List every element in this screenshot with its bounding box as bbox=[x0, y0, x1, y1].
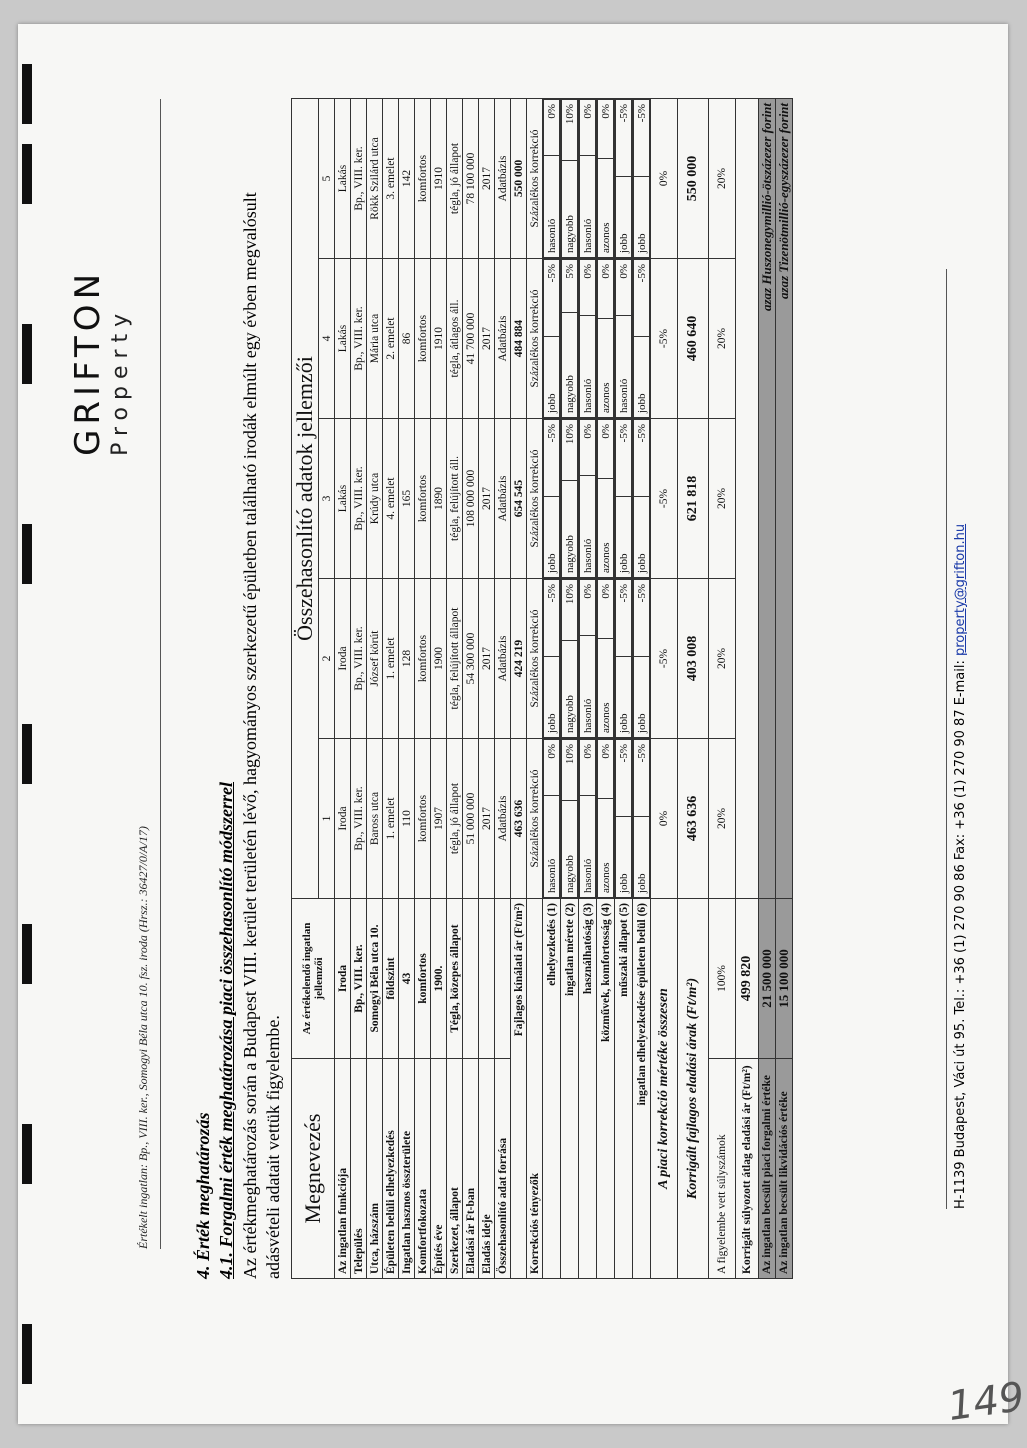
subject-value: 43 bbox=[399, 899, 415, 1059]
corrected-price: 621 818 bbox=[678, 419, 709, 579]
correction-cell bbox=[579, 259, 597, 419]
correction-percent: -5% bbox=[544, 420, 560, 497]
subject-value bbox=[463, 899, 479, 1059]
correction-descriptor: hasonló bbox=[616, 315, 632, 417]
comparable-value: 1890 bbox=[431, 419, 447, 579]
correction-descriptor: nagyobb bbox=[562, 313, 578, 418]
subject-value: Tégla, közepes állapot bbox=[447, 899, 463, 1059]
weights-row bbox=[709, 98, 736, 1278]
comparable-value: Iroda bbox=[335, 739, 351, 899]
corrected-price: 463 636 bbox=[678, 739, 709, 899]
correction-cell bbox=[561, 579, 579, 739]
comparable-value: 51 000 000 bbox=[463, 739, 479, 899]
correction-percent: -5% bbox=[616, 99, 632, 176]
weight: 20% bbox=[709, 98, 736, 258]
brand-logo bbox=[68, 269, 133, 456]
weight: 20% bbox=[709, 259, 736, 419]
correction-descriptor: jobb bbox=[544, 337, 560, 418]
corrected-price-row bbox=[678, 98, 709, 1278]
header-comparables: Összehasonlító adatok jellemzői bbox=[292, 98, 319, 898]
table-row bbox=[351, 98, 367, 1278]
row-label: Eladási ár Ft-ban bbox=[463, 1059, 479, 1279]
correction-percent: -5% bbox=[634, 260, 650, 337]
correction-percent: 10% bbox=[562, 740, 578, 801]
header-subject: Az értékelendő ingatlan jellemzői bbox=[292, 899, 335, 1059]
correction-percent: 0% bbox=[544, 99, 560, 155]
weight: 20% bbox=[709, 579, 736, 739]
correction-factors-label: Korrekciós tényezők bbox=[527, 899, 543, 1279]
comparable-value: 1900 bbox=[431, 579, 447, 739]
subject-line: Értékelt ingatlan: Bp., VIII. ker., Somogyi Béla utca 10. fsz. iroda (Hrsz.: 36427/0/A/17) bbox=[136, 826, 150, 1249]
table-row bbox=[415, 98, 431, 1278]
comparable-value: Bp., VIII. ker. bbox=[351, 419, 367, 579]
weight: 20% bbox=[709, 739, 736, 899]
unit-price-row bbox=[511, 98, 527, 1278]
correction-cell bbox=[633, 419, 651, 579]
correction-percent: 0% bbox=[598, 740, 614, 799]
correction-row bbox=[633, 98, 651, 1278]
correction-cell bbox=[615, 259, 633, 419]
comparable-value: 110 bbox=[399, 739, 415, 899]
correction-descriptor: hasonló bbox=[580, 155, 596, 257]
correction-descriptor: jobb bbox=[544, 657, 560, 738]
comparable-value: József körút bbox=[367, 579, 383, 739]
liquidation-value-row bbox=[776, 98, 793, 1278]
comparable-value: 4. emelet bbox=[383, 419, 399, 579]
correction-cell bbox=[561, 98, 579, 258]
correction-cell bbox=[543, 259, 561, 419]
corrected-price: 550 000 bbox=[678, 98, 709, 258]
correction-percent: -5% bbox=[616, 420, 632, 497]
liquidation-value-label: Az ingatlan becsült likvidációs értéke bbox=[776, 1059, 793, 1279]
row-label: Összehasonlító adat forrása bbox=[495, 1059, 511, 1279]
comparable-value: 2017 bbox=[479, 259, 495, 419]
subsection-heading: 4.1. Forgalmi érték meghatározása piaci összehasonlító módszerrel bbox=[216, 781, 236, 1279]
weights-label: A figyelembe vett súlyszámok bbox=[709, 1059, 736, 1279]
table-row bbox=[495, 98, 511, 1278]
correction-percent: 0% bbox=[598, 580, 614, 639]
correction-descriptor: nagyobb bbox=[562, 640, 578, 737]
comparable-value: Adatbázis bbox=[495, 419, 511, 579]
correction-percent: -5% bbox=[544, 580, 560, 657]
correction-cell bbox=[561, 419, 579, 579]
section-heading: 4. Érték meghatározás bbox=[193, 1112, 213, 1279]
comparable-value: 1907 bbox=[431, 739, 447, 899]
comparable-value: Adatbázis bbox=[495, 579, 511, 739]
correction-descriptor: jobb bbox=[634, 497, 650, 578]
comparable-value: 2017 bbox=[479, 98, 495, 258]
comparable-value: 2017 bbox=[479, 739, 495, 899]
comparable-value: 1910 bbox=[431, 98, 447, 258]
correction-row bbox=[597, 98, 615, 1278]
subject-value bbox=[495, 899, 511, 1059]
correction-percent: -5% bbox=[616, 580, 632, 657]
correction-cell bbox=[561, 259, 579, 419]
comparable-number: 1 bbox=[319, 739, 335, 899]
liquidation-value: 15 100 000 bbox=[776, 899, 793, 1059]
comparable-value: 1. emelet bbox=[383, 739, 399, 899]
total-correction-row bbox=[651, 98, 678, 1278]
subject-value bbox=[479, 899, 495, 1059]
empty-cell bbox=[736, 98, 759, 898]
row-label: Utca, házszám bbox=[367, 1059, 383, 1279]
unit-price: 463 636 bbox=[511, 739, 527, 899]
subject-weight: 100% bbox=[709, 899, 736, 1059]
comparable-value: Krúdy utca bbox=[367, 419, 383, 579]
market-value-row bbox=[759, 98, 776, 1278]
correction-descriptor: hasonló bbox=[580, 795, 596, 897]
correction-percent: 10% bbox=[562, 420, 578, 481]
table-row bbox=[479, 98, 495, 1278]
footer-address: H-1139 Budapest, Váci út 95. Tel.: +36 (1) 270 90 86 Fax: +36 (1) 270 90 87 E-mail: bbox=[953, 656, 968, 1209]
total-correction: -5% bbox=[651, 579, 678, 739]
correction-header-row bbox=[527, 98, 543, 1278]
correction-percent: -5% bbox=[634, 740, 650, 817]
table-row bbox=[383, 98, 399, 1278]
correction-descriptor: nagyobb bbox=[562, 800, 578, 897]
correction-cell bbox=[579, 98, 597, 258]
table-row bbox=[367, 98, 383, 1278]
correction-cell bbox=[579, 579, 597, 739]
page-header bbox=[68, 99, 163, 1249]
correction-cell bbox=[633, 739, 651, 899]
correction-percent: -5% bbox=[616, 740, 632, 817]
rotated-document bbox=[28, 69, 988, 1369]
comparable-value: 108 000 000 bbox=[463, 419, 479, 579]
correction-label: használhatóság (3) bbox=[579, 899, 597, 1279]
correction-descriptor: nagyobb bbox=[562, 160, 578, 257]
correction-percent: 0% bbox=[598, 260, 614, 319]
correction-descriptor: azonos bbox=[598, 159, 614, 258]
market-value-words: azaz Huszonegymillió-ötszázezer forint bbox=[759, 98, 776, 898]
comparable-number: 4 bbox=[319, 259, 335, 419]
comparable-value: Bp., VIII. ker. bbox=[351, 579, 367, 739]
correction-cell bbox=[597, 259, 615, 419]
market-value-label: Az ingatlan becsült piaci forgalmi értéke bbox=[759, 1059, 776, 1279]
header-name: Megnevezés bbox=[292, 1059, 335, 1279]
correction-percent: -5% bbox=[634, 99, 650, 176]
correction-descriptor: jobb bbox=[616, 497, 632, 578]
weight: 20% bbox=[709, 419, 736, 579]
correction-descriptor: hasonló bbox=[580, 315, 596, 417]
comparable-value: tégla, felújított állapot bbox=[447, 579, 463, 739]
comparable-value: 142 bbox=[399, 98, 415, 258]
comparable-value: 2. emelet bbox=[383, 259, 399, 419]
row-label: Komfortfokozata bbox=[415, 1059, 431, 1279]
correction-percent: 0% bbox=[598, 420, 614, 479]
correction-label: elhelyezkedés (1) bbox=[543, 899, 561, 1279]
table-row bbox=[399, 98, 415, 1278]
comparable-value: Iroda bbox=[335, 579, 351, 739]
correction-percent: 10% bbox=[562, 99, 578, 160]
correction-cell bbox=[543, 419, 561, 579]
table-row bbox=[463, 98, 479, 1278]
corrected-price: 460 640 bbox=[678, 259, 709, 419]
comparable-value: Bp., VIII. ker. bbox=[351, 98, 367, 258]
comparable-number: 3 bbox=[319, 419, 335, 579]
correction-percent: -5% bbox=[634, 580, 650, 657]
corrected-price-label: Korrigált fajlagos eladási árak (Ft/m²) bbox=[678, 899, 709, 1279]
correction-descriptor: hasonló bbox=[580, 635, 596, 737]
liquidation-value-words: azaz Tizenötmillió-egyszázezer forint bbox=[776, 98, 793, 898]
correction-cell bbox=[615, 739, 633, 899]
subject-value: 1900. bbox=[431, 899, 447, 1059]
correction-cell bbox=[543, 739, 561, 899]
unit-price: 550 000 bbox=[511, 98, 527, 258]
row-label: Ingatlan hasznos összterülete bbox=[399, 1059, 415, 1279]
comparable-value: Bp., VIII. ker. bbox=[351, 259, 367, 419]
correction-descriptor: jobb bbox=[634, 177, 650, 258]
correction-cell bbox=[579, 419, 597, 579]
correction-label: ingatlan mérete (2) bbox=[561, 899, 579, 1279]
subject-value: Somogyi Béla utca 10. bbox=[367, 899, 383, 1059]
correction-percent: 0% bbox=[580, 260, 596, 316]
weighted-average-label: Korrigált súlyozott átlag eladási ár (Ft/m²) bbox=[736, 1059, 759, 1279]
comparable-value: 86 bbox=[399, 259, 415, 419]
correction-cell bbox=[579, 739, 597, 899]
correction-descriptor: jobb bbox=[616, 817, 632, 898]
correction-percent: -5% bbox=[544, 260, 560, 337]
correction-percent: 0% bbox=[580, 99, 596, 155]
total-correction: -5% bbox=[651, 419, 678, 579]
subject-value: földszint bbox=[383, 899, 399, 1059]
correction-percent: 10% bbox=[562, 580, 578, 641]
comparable-value: 54 300 000 bbox=[463, 579, 479, 739]
correction-row bbox=[561, 98, 579, 1278]
correction-cell bbox=[633, 259, 651, 419]
comparable-value: tégla, jó állapot bbox=[447, 739, 463, 899]
comparable-value: Lakás bbox=[335, 419, 351, 579]
comparable-value: 1. emelet bbox=[383, 579, 399, 739]
row-label: Eladás ideje bbox=[479, 1059, 495, 1279]
comparable-value: Mária utca bbox=[367, 259, 383, 419]
row-label: Épületen belüli elhelyezkedés bbox=[383, 1059, 399, 1279]
comparable-value: Lakás bbox=[335, 259, 351, 419]
table-row bbox=[447, 98, 463, 1278]
main-content bbox=[193, 99, 793, 1279]
correction-header: Százalékos korrekció bbox=[527, 259, 543, 419]
comparable-value: tégla, felújított áll. bbox=[447, 419, 463, 579]
correction-cell bbox=[597, 739, 615, 899]
correction-descriptor: jobb bbox=[634, 337, 650, 418]
total-correction: 0% bbox=[651, 739, 678, 899]
correction-cell bbox=[633, 579, 651, 739]
corrected-price: 403 008 bbox=[678, 579, 709, 739]
comparable-value: komfortos bbox=[415, 579, 431, 739]
unit-price: 424 219 bbox=[511, 579, 527, 739]
table-header-row bbox=[292, 98, 319, 1278]
correction-cell bbox=[543, 579, 561, 739]
comparable-value: 1910 bbox=[431, 259, 447, 419]
comparable-value: Lakás bbox=[335, 98, 351, 258]
correction-descriptor: jobb bbox=[634, 817, 650, 898]
correction-header: Százalékos korrekció bbox=[527, 579, 543, 739]
total-correction: -5% bbox=[651, 259, 678, 419]
unit-price: 484 884 bbox=[511, 259, 527, 419]
table-row bbox=[431, 98, 447, 1278]
brand-name: GRIFTON bbox=[68, 269, 108, 456]
subject-value: Bp., VIII. ker. bbox=[351, 899, 367, 1059]
correction-header: Százalékos korrekció bbox=[527, 98, 543, 258]
row-label: Település bbox=[351, 1059, 367, 1279]
correction-percent: 0% bbox=[580, 580, 596, 636]
correction-cell bbox=[597, 419, 615, 579]
comparable-value: komfortos bbox=[415, 98, 431, 258]
correction-descriptor: azonos bbox=[598, 479, 614, 578]
correction-percent: 0% bbox=[598, 99, 614, 158]
comparable-value: 2017 bbox=[479, 579, 495, 739]
correction-cell bbox=[633, 98, 651, 258]
comparable-value: 3. emelet bbox=[383, 98, 399, 258]
unit-price-label: Fajlagos kínálati ár (Ft/m²) bbox=[511, 899, 527, 1279]
correction-descriptor: jobb bbox=[616, 177, 632, 258]
correction-cell bbox=[597, 98, 615, 258]
comparable-value: Adatbázis bbox=[495, 739, 511, 899]
row-label: Az ingatlan funkciója bbox=[335, 1059, 351, 1279]
intro-paragraph: Az értékmeghatározás során a Budapest VIII. kerület területén lévő, hagyományos szerkezetű épületben található irodák elmúlt egy évben megvalósult adásvételi adatait vettük figyelembe. bbox=[240, 192, 283, 1279]
correction-descriptor: hasonló bbox=[544, 155, 560, 257]
correction-descriptor: jobb bbox=[616, 657, 632, 738]
comparable-value: komfortos bbox=[415, 259, 431, 419]
correction-descriptor: jobb bbox=[544, 497, 560, 578]
weighted-average-value: 499 820 bbox=[736, 899, 759, 1059]
comparable-value: 128 bbox=[399, 579, 415, 739]
valuation-table bbox=[291, 98, 793, 1279]
subject-value: Iroda bbox=[335, 899, 351, 1059]
correction-descriptor: hasonló bbox=[544, 795, 560, 897]
correction-cell bbox=[615, 98, 633, 258]
comparable-value: Adatbázis bbox=[495, 98, 511, 258]
correction-descriptor: azonos bbox=[598, 639, 614, 738]
footer bbox=[953, 524, 968, 1209]
correction-descriptor: jobb bbox=[634, 657, 650, 738]
table-row bbox=[335, 98, 351, 1278]
comparable-value: Bp., VIII. ker. bbox=[351, 739, 367, 899]
comparable-value: tégla, jó állapot bbox=[447, 98, 463, 258]
correction-label: műszaki állapot (5) bbox=[615, 899, 633, 1279]
footer-email-link[interactable]: property@grifton.hu bbox=[953, 523, 968, 656]
correction-header: Százalékos korrekció bbox=[527, 739, 543, 899]
correction-percent: -5% bbox=[634, 420, 650, 497]
correction-percent: 0% bbox=[616, 260, 632, 316]
comparable-value: Adatbázis bbox=[495, 259, 511, 419]
correction-percent: 0% bbox=[580, 420, 596, 476]
correction-row bbox=[615, 98, 633, 1278]
correction-row bbox=[543, 98, 561, 1278]
footer-rule bbox=[946, 269, 947, 1209]
correction-percent: 5% bbox=[562, 260, 578, 313]
correction-descriptor: nagyobb bbox=[562, 480, 578, 577]
row-label: Szerkezet, állapot bbox=[447, 1059, 463, 1279]
total-correction: 0% bbox=[651, 98, 678, 258]
correction-cell bbox=[597, 579, 615, 739]
correction-percent: 0% bbox=[544, 740, 560, 796]
market-value: 21 500 000 bbox=[759, 899, 776, 1059]
scanned-page bbox=[18, 24, 1027, 1431]
correction-cell bbox=[543, 98, 561, 258]
comparable-value: komfortos bbox=[415, 739, 431, 899]
correction-descriptor: azonos bbox=[598, 799, 614, 898]
brand-sub: Property bbox=[108, 306, 133, 456]
row-label: Építés éve bbox=[431, 1059, 447, 1279]
comparable-value: 41 700 000 bbox=[463, 259, 479, 419]
comparable-value: 2017 bbox=[479, 419, 495, 579]
comparable-number: 5 bbox=[319, 98, 335, 258]
comparable-value: Rökk Szilárd utca bbox=[367, 98, 383, 258]
header-rule bbox=[160, 99, 161, 1249]
correction-label: ingatlan elhelyezkedése épületen belül (6) bbox=[633, 899, 651, 1279]
correction-label: közművek, komfortosság (4) bbox=[597, 899, 615, 1279]
comparable-value: 165 bbox=[399, 419, 415, 579]
correction-descriptor: azonos bbox=[598, 319, 614, 418]
total-correction-label: A piaci korrekció mértéke összesen bbox=[651, 899, 678, 1279]
subject-value: komfortos bbox=[415, 899, 431, 1059]
correction-percent: 0% bbox=[580, 740, 596, 796]
unit-price: 654 545 bbox=[511, 419, 527, 579]
weighted-average-row bbox=[736, 98, 759, 1278]
correction-cell bbox=[615, 579, 633, 739]
correction-cell bbox=[615, 419, 633, 579]
correction-descriptor: hasonló bbox=[580, 475, 596, 577]
comparable-value: Baross utca bbox=[367, 739, 383, 899]
correction-header: Százalékos korrekció bbox=[527, 419, 543, 579]
correction-row bbox=[579, 98, 597, 1278]
comparable-value: tégla, átlagos áll. bbox=[447, 259, 463, 419]
comparable-value: komfortos bbox=[415, 419, 431, 579]
comparable-value: 78 100 000 bbox=[463, 98, 479, 258]
comparable-number: 2 bbox=[319, 579, 335, 739]
correction-cell bbox=[561, 739, 579, 899]
handwritten-page-number: 149 bbox=[945, 1373, 1027, 1431]
